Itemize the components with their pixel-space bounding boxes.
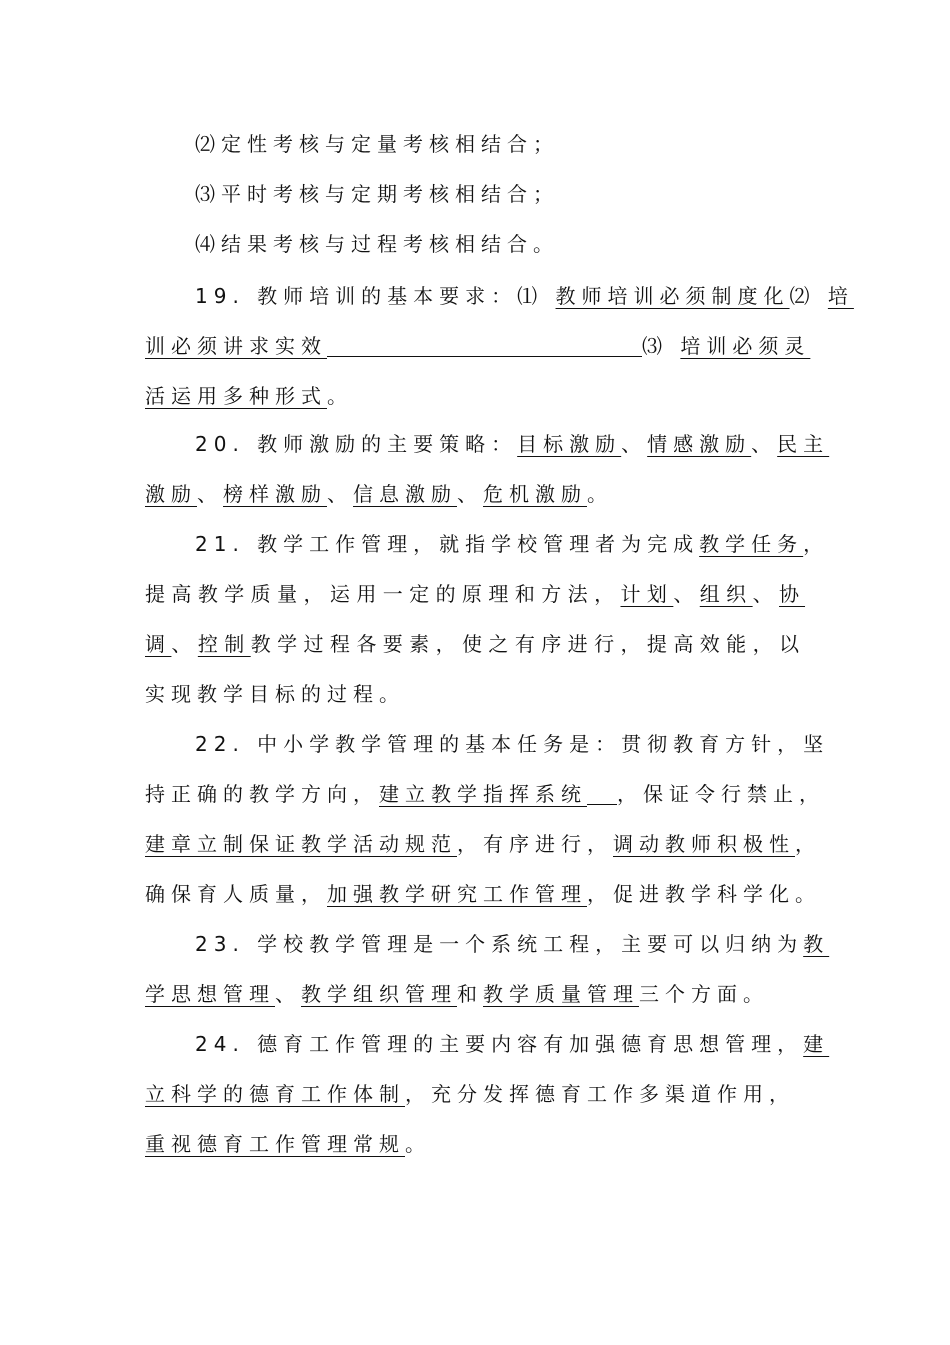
- text-segment: ，促进教学科学化。: [587, 882, 821, 906]
- text-segment: 持正确的教学方向，: [145, 782, 379, 806]
- text-segment: 、: [457, 482, 483, 506]
- text-segment: ，有序进行，: [457, 832, 613, 856]
- underlined-answer: 民主: [777, 432, 830, 456]
- underlined-answer: 建立教学指挥系统: [379, 782, 587, 806]
- underlined-answer: 危机激励: [483, 482, 587, 506]
- text-line-1: [195, 130, 559, 158]
- underlined-answer: 教学任务: [699, 532, 804, 556]
- underlined-answer: 控制: [197, 632, 251, 656]
- underlined-answer: 调: [145, 632, 172, 656]
- text-line-2: [195, 180, 559, 208]
- text-segment: 确保育人质量，: [145, 882, 327, 906]
- text-segment: 和: [457, 982, 483, 1006]
- text-segment: ，: [803, 532, 830, 556]
- text-line-11: [145, 630, 805, 658]
- text-segment: 提高教学质量，运用一定的原理和方法，: [145, 582, 621, 606]
- text-segment: 教学过程各要素，使之有序进行，提高效能，以: [250, 632, 806, 656]
- text-line-5: [145, 332, 811, 360]
- underlined-answer: 加强教学研究工作管理: [327, 882, 587, 906]
- text-segment: 。: [587, 482, 613, 506]
- text-segment: ⑶平时考核与定期考核相结合；: [195, 182, 559, 206]
- text-line-16: [145, 880, 821, 908]
- text-line-13: [195, 730, 830, 758]
- text-segment: 、: [673, 582, 700, 606]
- underlined-answer: 教: [803, 932, 830, 956]
- text-segment: ，保证令行禁止，: [617, 782, 825, 806]
- underlined-answer: 活运用多种形式: [145, 384, 327, 408]
- text-line-15: [145, 830, 821, 858]
- underlined-answer: 榜样激励: [223, 482, 327, 506]
- text-line-10: [145, 580, 805, 608]
- text-segment: 21. 教学工作管理，就指学校管理者为完成: [195, 532, 700, 556]
- underlined-answer: 调动教师积极性: [613, 832, 795, 856]
- text-line-20: [145, 1080, 795, 1108]
- text-line-3: [195, 230, 559, 258]
- underlined-answer: 培训必须灵: [680, 334, 811, 358]
- underlined-answer: 目标激励: [517, 432, 622, 456]
- underlined-answer: 教学质量管理: [483, 982, 639, 1006]
- fill-blank: [327, 334, 642, 357]
- text-segment: 三个方面。: [639, 982, 769, 1006]
- text-segment: 、: [621, 432, 648, 456]
- underlined-answer: 学思想管理: [145, 982, 275, 1006]
- underlined-answer: 激励: [145, 482, 197, 506]
- text-segment: 、: [171, 632, 198, 656]
- text-segment: 19. 教师培训的基本要求：⑴: [195, 284, 556, 308]
- text-segment: 、: [275, 982, 301, 1006]
- underlined-answer: 建: [803, 1032, 830, 1056]
- text-segment: 、: [197, 482, 223, 506]
- text-segment: ⑶: [642, 334, 681, 358]
- underlined-answer: 建章立制保证教学活动规范: [145, 832, 457, 856]
- text-line-7: [195, 430, 830, 458]
- underlined-answer: 训必须讲求实效: [145, 334, 327, 358]
- text-line-14: [145, 780, 825, 808]
- text-segment: ⑷结果考核与过程考核相结合。: [195, 232, 559, 256]
- text-segment: 24. 德育工作管理的主要内容有加强德育思想管理，: [195, 1032, 804, 1056]
- text-segment: ，: [795, 832, 821, 856]
- text-line-18: [145, 980, 769, 1008]
- text-segment: ⑵定性考核与定量考核相结合；: [195, 132, 559, 156]
- text-segment: 实现教学目标的过程。: [145, 682, 405, 706]
- underlined-answer: 教学组织管理: [301, 982, 457, 1006]
- text-line-6: [145, 382, 353, 410]
- text-segment: 、: [751, 432, 778, 456]
- underlined-answer: 培: [827, 284, 854, 308]
- text-segment: ，充分发挥德育工作多渠道作用，: [405, 1082, 795, 1106]
- text-segment: 。: [327, 384, 353, 408]
- fill-blank: [587, 782, 617, 805]
- text-segment: 、: [327, 482, 353, 506]
- text-line-9: [195, 530, 830, 558]
- text-line-19: [195, 1030, 830, 1058]
- text-segment: 。: [405, 1132, 431, 1156]
- underlined-answer: 情感激励: [647, 432, 752, 456]
- underlined-answer: 组织: [699, 582, 753, 606]
- underlined-answer: 计划: [620, 582, 674, 606]
- text-line-17: [195, 930, 830, 958]
- text-segment: ⑵: [789, 284, 828, 308]
- text-segment: 20. 教师激励的主要策略：: [195, 432, 518, 456]
- underlined-answer: 立科学的德育工作体制: [145, 1082, 405, 1106]
- text-line-4: [195, 282, 854, 310]
- text-segment: 23. 学校教学管理是一个系统工程，主要可以归纳为: [195, 932, 804, 956]
- text-segment: 22. 中小学教学管理的基本任务是：贯彻教育方针，坚: [195, 732, 830, 756]
- text-line-8: [145, 480, 613, 508]
- text-line-21: [145, 1130, 431, 1158]
- underlined-answer: 教师培训必须制度化: [555, 284, 790, 308]
- underlined-answer: 重视德育工作管理常规: [145, 1132, 405, 1156]
- underlined-answer: 协: [779, 582, 806, 606]
- text-segment: 、: [752, 582, 780, 606]
- text-line-12: [145, 680, 405, 708]
- underlined-answer: 信息激励: [353, 482, 457, 506]
